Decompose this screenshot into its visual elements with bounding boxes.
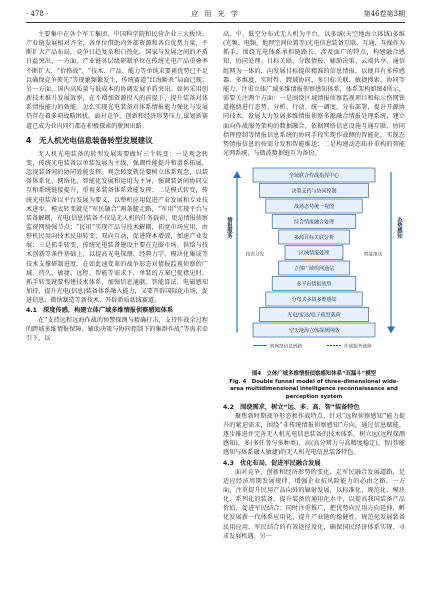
left-column [26,30,208,343]
paragraph: 在“支持远程远海作战的预警探测与精确打击，支持作战全过程的跨域多维情报保障、辅助决策与协同控制下的集群作战”等需求牵引下，以 [26,316,208,342]
right-side-label: 态势感知 [396,217,402,239]
page-header [26,8,405,20]
legend-label-left: 跨网络信息链路 [270,344,303,350]
left-arrow-head [233,171,241,178]
paragraph: 聚焦新时期战争形态和作战特点，针对“远程侦察感知”能力提升的紧迫需求，围绕“非传统情报侦察感知”方向，通过信息赋能、逐步推进并完善无人机光电信息装备的技术体系，树立远(远程探测感知)、多(多任务与多种类)、高(高分辨力与高精度稳定)、智(智能感知与体系融入敏捷)的无人机光电信息装备特色。 [223,412,405,457]
funnel-layer-label: 多源目标关联分析 [293,235,335,242]
volume-issue: 第46卷第3期 [363,10,405,18]
subsection-heading: 4.1 深度传感，构建立体广域多维情报侦察感知体系 [26,307,174,315]
paragraph: 主要集中在各个军工集团、中国科学院和民营企业三大板块。产业链发展相对齐全，各单位借助内外部资源和各自优势力量，不断扩大产品布局，竞争日趋复杂和白热化。国家与发展之间的矛盾日益突出，一方面，产业链各层级研制单位在传统光电产品重叠率不断扩大，“价格战”、“技术、产品、能力等单纯求要素优势已不足以确保竞争领先”等现象频繁发生，传统赛道“红海厮杀”局面已现；另一方面，国内高质量与低成本的协调发展矛盾突出。如何采用创新技术推升发展效率，在不增加资源投入的前提下，提升装备对体系情报能力的效能。怎么实现光电装备对体系情报能力强化与发展仍存在着多项战略困扰。面对竞争、创新和经济形势压力,谋划新赛道已成为业内同行都在积极探索的脱困出路。 [26,31,208,130]
funnel-layer-label: 光电/雷达/电子侦察载荷 [287,312,341,319]
right-arrow-head [387,327,395,334]
subsection-heading: 4.2 围绕需求，树立“远、多、高、智”装备特色 [223,403,360,411]
caption-en: Fig. 4 Double funnel model of three-dimensional wide-area multidimensional intelligence reconnaissance and perception system [229,378,399,400]
caption-zh: 图4 立体广域多维情报侦察感知体系“双漏斗”模型 [251,371,377,378]
mid-label-right: 智能推送 [363,252,383,258]
header-rule [26,22,405,23]
right-column [223,30,405,541]
legend-label-right: 作战服务链路 [344,344,372,350]
paragraph: 无人机光电装备的转型发展需要做好三个转变：一是观念转变，传统光电装备以单装发展为主线，强调性能提升和谱系拓展，忽视装备间的协同效能发挥。观念转变就是要树立体系观念，以装备体系化、网络化、智能化发展和运用为主导，强调装备间协同交互和系统链接提升，重视多装备体系效能发挥；二是模式转变，传统光电装备以平台发展为要义，以整机应用促进产业发展和专业技术进步。模式转变就是“军民融合”两条腿走路，“军用”实现平台与装备解耦，光电(信息)装备不仅是无人机的任务载荷，更是情报侦察监视网络强节点；“民用”实现产品与技术解耦，拓宽市场应用，由整机民用向技术民用转变，双向互动，促进降本增效，加速产业发展；三是抓手转变，传统光电装备建设主要在克服市场、供给与技术创新等条件基础上，以提高光电探测、经典力学、模块化集成等技术支撑研制进度。在如此速变革的战争形态对情报监视侦察的广域、持久、敏捷、远程、智能等需求下，单装的方案已捉襟见肘，抓手转变就要构建技术体系、加强信息通联、智能算法、电磁感知加持，提升光电(信息)装备体系融入能力，又要开辟国际化市场，促进信息、微纳制造等新技术，开辟新质新域赛道。 [26,150,208,305]
funnel-layer-label: 战场态势统一视图 [293,204,335,211]
funnel-layer-label: 决策支持与协同控制 [291,188,337,195]
funnel-layer-label: 分布式多域多维感知 [291,297,337,304]
funnel-diagram [223,160,405,356]
paragraph: 高、中、低空分布式无人机为平台，以多域(天空地海立体域)多维(光频、电频、地理空间位置等)光电信息装备互联、互通、互操作为抓手，围绕光电体系承担链路长、涉及面广的特点，构建融合感知、协同处理、目标关联、分级情报、辅助决策、云端共享、通信组网为一体的，向发展目标提供精准的信息情报，以便具有多传感器、多维度、实时性、跨域协同、多目标关联、敏捷搜索、协同等能力，注重立体广域多维情报侦察感知体系，体系架构如图4所示，需要关注两个方面：一是围绕区域情报侦察监视项目和标示伤网铁道拖绕进行态势、分析、行动、统一调度、分布部署，提升开源协同技术，发展大力发展多维情报侦察多源融合情报处理系统，建立面向作战服务架构的数据融合，依据网络信息设施互通互联、协同指挥控制等情报信息系统的协同手段实现作战侧的智能化，实现态势情报信息的按需分发和智能推送；二是构建动态拓扑重构的智能光网系统，与微波数据链互为备份。 [223,31,405,158]
funnel-layer-label: 空天地海立体探测网络 [288,328,340,335]
funnel-figure [223,160,405,370]
section-heading: 4 无人机光电信息装备转型发展建议 [26,135,153,145]
paragraph: 面对竞争、创新和经济形势的变化，走军民融合发展道路，是适应经济周期发展规律、增强企业抗风险能力的必由之路。一方面，注重提升民用产品向外的辐射发展，以标准化、规范化、模块化、系列化的装备，提升装备的通用化水平，以提高我国装备产品价值，促进军民结合；同时注重推广，把优势向民用方向延伸，孵化发展新一代体系应用化，提升产业链的稳健性，规范化发展装备民用应用、军民结合的有效途径及化，确保国民经济体系实现、寻求发展机遇。另一 [223,468,405,540]
funnel-layer-label: 多平台情报侦察 [296,281,332,288]
subsection-heading: 4.3 优化布局，促进军民融合发展 [223,459,321,467]
journal-title: 应 用 光 学 [191,10,240,18]
page-number: · 478 · [26,10,49,18]
left-side-label: 情报服务 [226,217,232,239]
funnel-layer-label: 全域联合作战指挥中心 [288,173,340,180]
funnel-layer-label: 区域情报处理 [298,250,330,257]
funnel-layer-label: 立体广域组网通信 [293,266,335,273]
figure-caption [223,371,405,401]
funnel-layer-label: 综合情报融合处理 [293,219,335,226]
mid-label-left: 按需分发 [245,252,265,258]
